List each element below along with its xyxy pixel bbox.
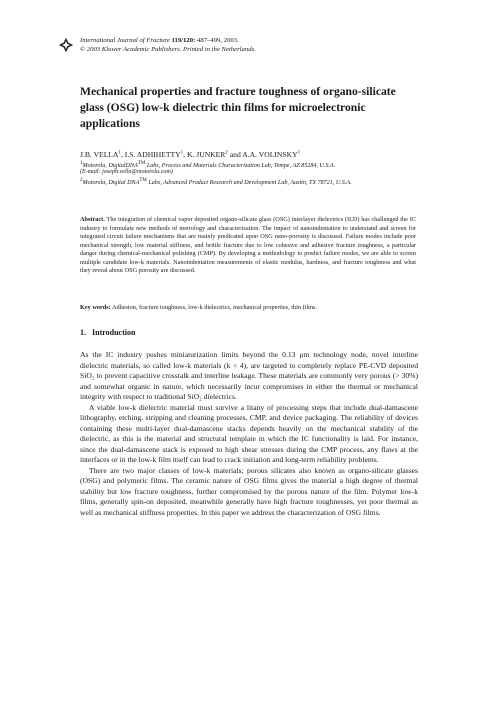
author-name: A.A. VOLINSKY bbox=[242, 150, 298, 159]
author-list: J.B. VELLA$^1$, I.S. ADHIHETTY$^1$, K. JUNKER$^2$ and A.A. VOLINSKY$^1$ bbox=[80, 150, 301, 159]
keywords-label: Key words: bbox=[80, 304, 111, 311]
abstract-label: Abstract. bbox=[80, 216, 105, 223]
author-name: I.S. ADHIHETTY bbox=[124, 150, 181, 159]
journal-header bbox=[80, 36, 460, 54]
paper-title: Mechanical properties and fracture toughness of organo-silicate glass (OSG) low-k dielectric thin films for microelectronic applications bbox=[80, 85, 396, 130]
abstract-text: The integration of chemical vapor deposited organo-silicate glass (OSG) interlayer dielectrics (ILD) has challenged the IC industry to formulate new methods of metrology and characterization. The impact of nanoindentation to understand and screen for integrated circuit failure mechanisms that are mainly predicated upon OSG nano-porosity is discussed. Failure modes include poor mechanical strength, low material stiffness, and brittle fracture due to low cohesive and adhesive fracture toughness, a particular danger during chemical-mechanical polishing (CMP). By developing a methodology to predict failure modes, we are able to screen multiple candidate low-k materials. Nanoindentation measurements of elastic modulus, hardness, and fracture toughness and what they reveal about OSG porosity are discussed. bbox=[80, 216, 416, 274]
author-name: J.B. VELLA bbox=[80, 150, 119, 159]
publisher-logo-icon bbox=[58, 37, 74, 53]
section-heading bbox=[80, 328, 135, 337]
paragraph: A viable low-k dielectric material must survive a litany of processing steps that include dual-damascene lithography, etching, stripping and cleaning processes, CMP, and device packaging. The reliability of devices containing these multi-layer dual-damascene stacks depends heavily on the mechanical stability of the dielectric, as this is the material and structural template in which the IC functionality is laid. For instance, since the dual-damascene stack is exposed to high shear stresses during the CMP process, any flaws at the interfaces or in the low-k film itself can lead to crack initiation and long-term reliability problems. bbox=[80, 402, 418, 464]
paragraph: As the IC industry pushes miniaturization limits beyond the 0.13 μm technology node, novel interline dielectric materials, so called low-k materials (k < 4), are targeted to completely replace PE-CVD deposited SiO₂ to prevent capacitive crosstalk and interline leakage. These materials are commonly very porous (> 30%) and somewhat organic in nature, which necessarily incur compromises in either the thermal or mechanical integrity with respect to traditional SiO₂ dielectrics. bbox=[80, 350, 418, 401]
abstract bbox=[80, 216, 416, 276]
author-email: (E-mail: joseph.vella@motorola.com) bbox=[80, 169, 173, 175]
keywords-text: Adhesion, fracture toughness, low-k dielectrics, mechanical properties, thin films. bbox=[111, 304, 317, 311]
journal-citation bbox=[80, 36, 460, 45]
journal-name: International Journal of Fracture bbox=[80, 37, 170, 44]
affiliation-2: $^2$Motorola, Digital DNA™ Labs, Advanced Product Research and Development Lab, Austin, TX 78721, U.S.A. bbox=[80, 178, 352, 187]
copyright-line: © 2003 Kluwer Academic Publishers. Printed in the Netherlands. bbox=[80, 46, 256, 53]
author-name: K. JUNKER bbox=[186, 150, 226, 159]
journal-pages: 487–499, 2003. bbox=[196, 37, 239, 44]
affiliation-1: $^1$Motorola, DigitalDNA™ Labs, Process and Materials Characterization Lab, Tempe, AZ 85284, U.S.A. bbox=[80, 161, 336, 170]
section-title: Introduction bbox=[92, 328, 136, 337]
paragraph: There are two major classes of low-k materials; porous silicates also known as organo-silicate glasses (OSG) and polymeric films. The ceramic nature of OSG films gives the material a high degree of thermal stability but low fracture toughness, further compromised by the porous nature of the film. Polymer low-k films, generally spin-on deposited, meanwhile generally have high fracture toughnesses, yet poor thermal as well as mechanical stiffness properties. In this paper we address the characterization of OSG films. bbox=[80, 465, 418, 517]
section-body bbox=[80, 350, 418, 518]
journal-volume: 119/120: bbox=[171, 37, 196, 44]
keywords bbox=[80, 304, 420, 313]
section-number: 1. bbox=[80, 328, 86, 337]
